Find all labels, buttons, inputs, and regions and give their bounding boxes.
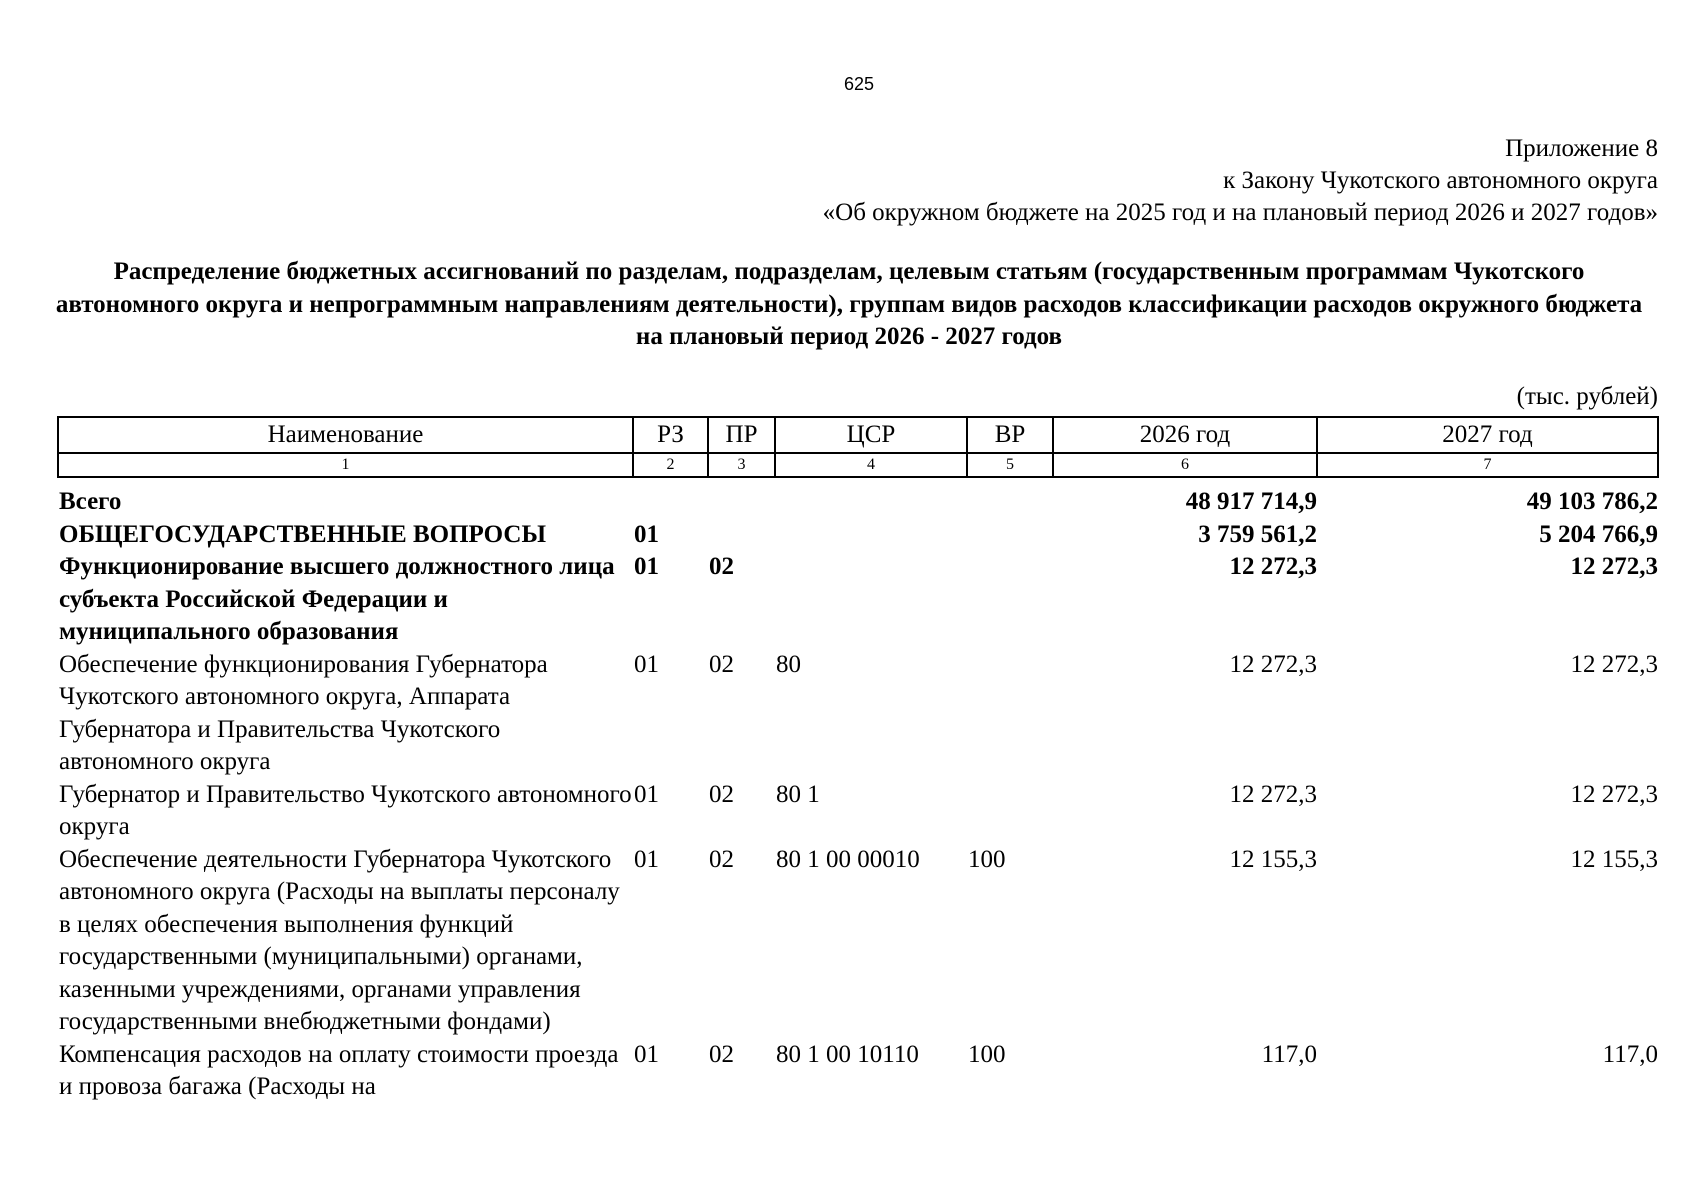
table-row [58, 649, 1658, 779]
row-name: Обеспечение функционирования Губернатора Чукотского автономного округа, Аппарата Губернатора и Правительства Чукотского автономного округа [59, 650, 548, 775]
row-pr: 02 [709, 553, 734, 580]
appendix-line-1: Приложение 8 [1505, 135, 1658, 162]
row-rz: 01 [634, 845, 659, 873]
row-2027: 12 272,3 [1570, 553, 1658, 580]
row-vr [967, 779, 1053, 844]
row-vr [967, 551, 1053, 649]
row-csr [775, 551, 967, 649]
column-number: 3 [708, 453, 775, 477]
row-pr [708, 519, 775, 552]
row-2026: 12 272,3 [1229, 650, 1317, 678]
appendix-line-3: «Об окружном бюджете на 2025 год и на плановый период 2026 и 2027 годов» [822, 199, 1658, 226]
row-2027: 12 155,3 [1570, 845, 1658, 873]
table-row-total [58, 486, 1658, 519]
column-number: 2 [633, 453, 708, 477]
row-vr [967, 486, 1053, 519]
header-vr: ВР [967, 417, 1053, 453]
table-row [58, 844, 1658, 1039]
row-rz: 01 [634, 650, 659, 678]
units-label: (тыс. рублей) [1516, 383, 1658, 410]
row-rz: 01 [634, 780, 659, 808]
row-csr: 80 1 00 00010 [776, 845, 920, 873]
row-rz: 01 [634, 1040, 659, 1068]
row-csr [775, 519, 967, 552]
column-number: 5 [967, 453, 1053, 477]
row-pr: 02 [709, 1040, 734, 1068]
header-2027: 2027 год [1317, 417, 1658, 453]
budget-table [57, 416, 1659, 1104]
row-name: Компенсация расходов на оплату стоимости проезда и провоза багажа (Расходы на [59, 1040, 619, 1100]
row-name: Функционирование высшего должностного лица субъекта Российской Федерации и муниципального образования [59, 553, 615, 645]
row-rz: 01 [634, 553, 659, 580]
appendix-reference [823, 133, 1658, 229]
row-name: Обеспечение деятельности Губернатора Чукотского автономного округа (Расходы на выплаты персоналу в целях обеспечения выполнения функций государственными (муниципальными) органами, казенными учреждениями, органами управления государственными внебюджетными фондами) [59, 845, 620, 1035]
row-2026: 117,0 [1261, 1040, 1317, 1068]
column-number: 7 [1317, 453, 1658, 477]
row-csr: 80 1 00 10110 [776, 1040, 919, 1068]
row-2026: 48 917 714,9 [1185, 488, 1317, 515]
row-2026: 12 272,3 [1229, 553, 1317, 580]
row-csr: 80 [776, 650, 801, 678]
row-2026: 12 155,3 [1229, 845, 1317, 873]
table-row [58, 519, 1658, 552]
column-number-row [58, 453, 1658, 477]
row-2027: 5 204 766,9 [1539, 520, 1658, 548]
row-2027: 117,0 [1602, 1040, 1658, 1068]
row-name: Губернатор и Правительство Чукотского автономного округа [59, 780, 632, 840]
row-vr [967, 649, 1053, 779]
header-rz: РЗ [633, 417, 708, 453]
table-row [58, 779, 1658, 844]
header-name: Наименование [58, 417, 633, 453]
row-name: Всего [59, 488, 122, 515]
row-vr [967, 519, 1053, 552]
row-rz [633, 486, 708, 519]
row-vr: 100 [968, 845, 1006, 873]
page-number: 625 [843, 74, 875, 94]
header-pr: ПР [708, 417, 775, 453]
header-2026: 2026 год [1053, 417, 1317, 453]
table-row [58, 551, 1658, 649]
column-number: 4 [775, 453, 967, 477]
row-2027: 12 272,3 [1570, 780, 1658, 808]
row-2027: 12 272,3 [1570, 650, 1658, 678]
row-name: ОБЩЕГОСУДАРСТВЕННЫЕ ВОПРОСЫ [59, 520, 546, 548]
row-csr [775, 486, 967, 519]
row-pr: 02 [709, 780, 734, 808]
header-csr: ЦСР [775, 417, 967, 453]
column-number: 1 [58, 453, 633, 477]
row-pr: 02 [709, 845, 734, 873]
document-title: Распределение бюджетных ассигнований по разделам, подразделам, целевым статьям (государственным программам Чукотского автономного округа и непрограммным направлениям деятельности), группам видов расходов классификации расходов окружного бюджета на плановый период 2026 - 2027 годов [55, 258, 1643, 350]
column-number: 6 [1053, 453, 1317, 477]
appendix-line-2: к Закону Чукотского автономного округа [1223, 167, 1658, 194]
table-header-row [58, 417, 1658, 453]
row-2026: 3 759 561,2 [1198, 520, 1317, 548]
table-row [58, 1039, 1658, 1104]
row-pr: 02 [709, 650, 734, 678]
row-2026: 12 272,3 [1229, 780, 1317, 808]
row-2027: 49 103 786,2 [1526, 488, 1658, 515]
row-rz: 01 [634, 520, 659, 548]
row-vr: 100 [968, 1040, 1006, 1068]
row-csr: 80 1 [776, 780, 820, 808]
row-pr [708, 486, 775, 519]
